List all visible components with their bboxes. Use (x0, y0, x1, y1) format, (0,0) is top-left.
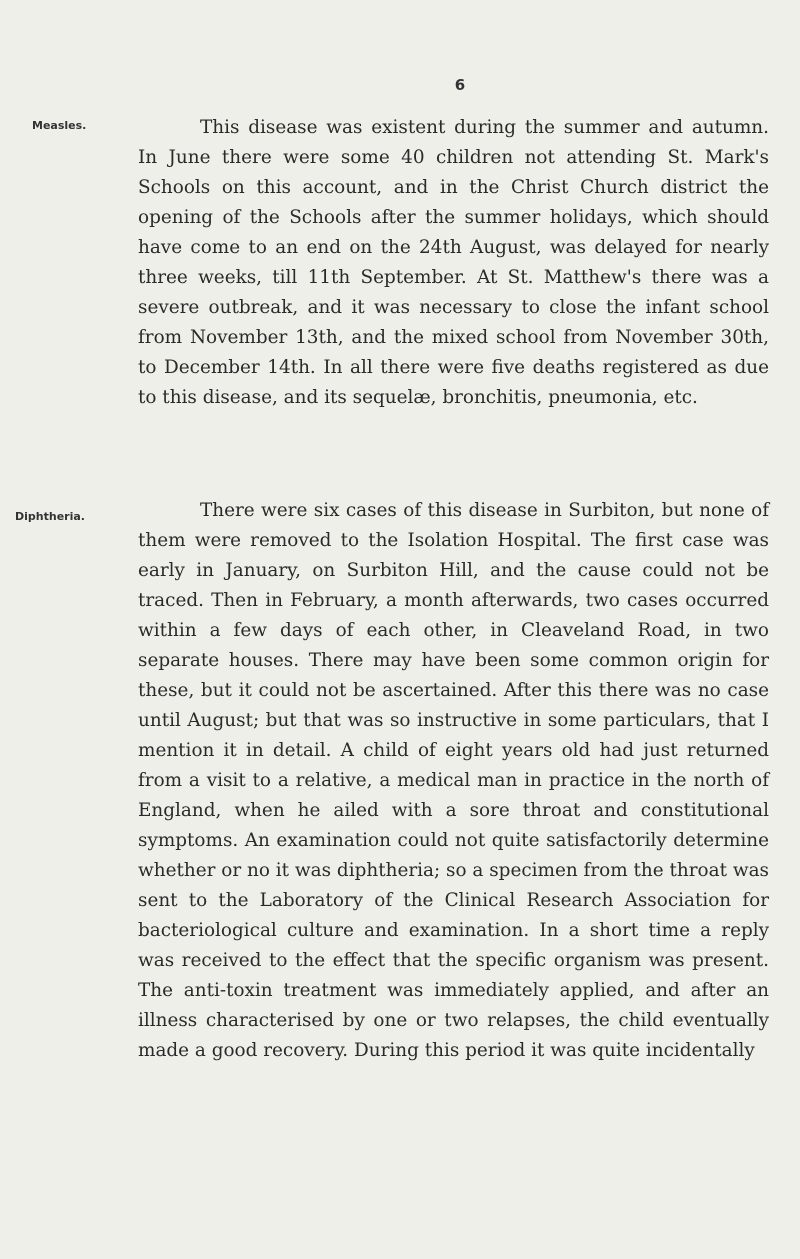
sidenote-diphtheria: Diphtheria. (15, 510, 85, 523)
paragraph-diphtheria: There were six cases of this disease in Surbiton, but none of them were removed to the Isolation Hospital. The first case was early in January, on Surbiton Hill, and the cause could not be traced. Then in February, a month afterwards, two cases occurred within a few days of each other, in Cleaveland Road, in two separate houses. There may have been some common origin for these, but it could not be ascertained. After this there was no case until August; but that was so instructive in some particulars, that I mention it in detail. A child of eight years old had just returned from a visit to a relative, a medical man in practice in the north of England, when he ailed with a sore throat and constitutional symptoms. An examination could not quite satisfactorily determine whether or no it was diphtheria; so a specimen from the throat was sent to the Laboratory of the Clinical Research Association for bacteriological culture and examination. In a short time a reply was received to the effect that the specific organism was present. The anti-toxin treatment was immediately applied, and after an illness characterised by one or two relapses, the child eventually made a good recovery. During this period it was quite incidentally (138, 500, 769, 1061)
page-number: 6 (454, 76, 466, 94)
paragraph-measles: This disease was existent during the summer and autumn. In June there were some 40 children not attending St. Mark's Schools on this account, and in the Christ Church district the opening of the Schools after the summer holidays, which should have come to an end on the 24th August, was delayed for nearly three weeks, till 11th September. At St. Matthew's there was a severe outbreak, and it was necessary to close the infant school from November 13th, and the mixed school from November 30th, to December 14th. In all there were five deaths registered as due to this disease, and its sequelæ, bronchitis, pneumonia, etc. (138, 117, 769, 408)
sidenote-measles: Measles. (32, 119, 87, 132)
